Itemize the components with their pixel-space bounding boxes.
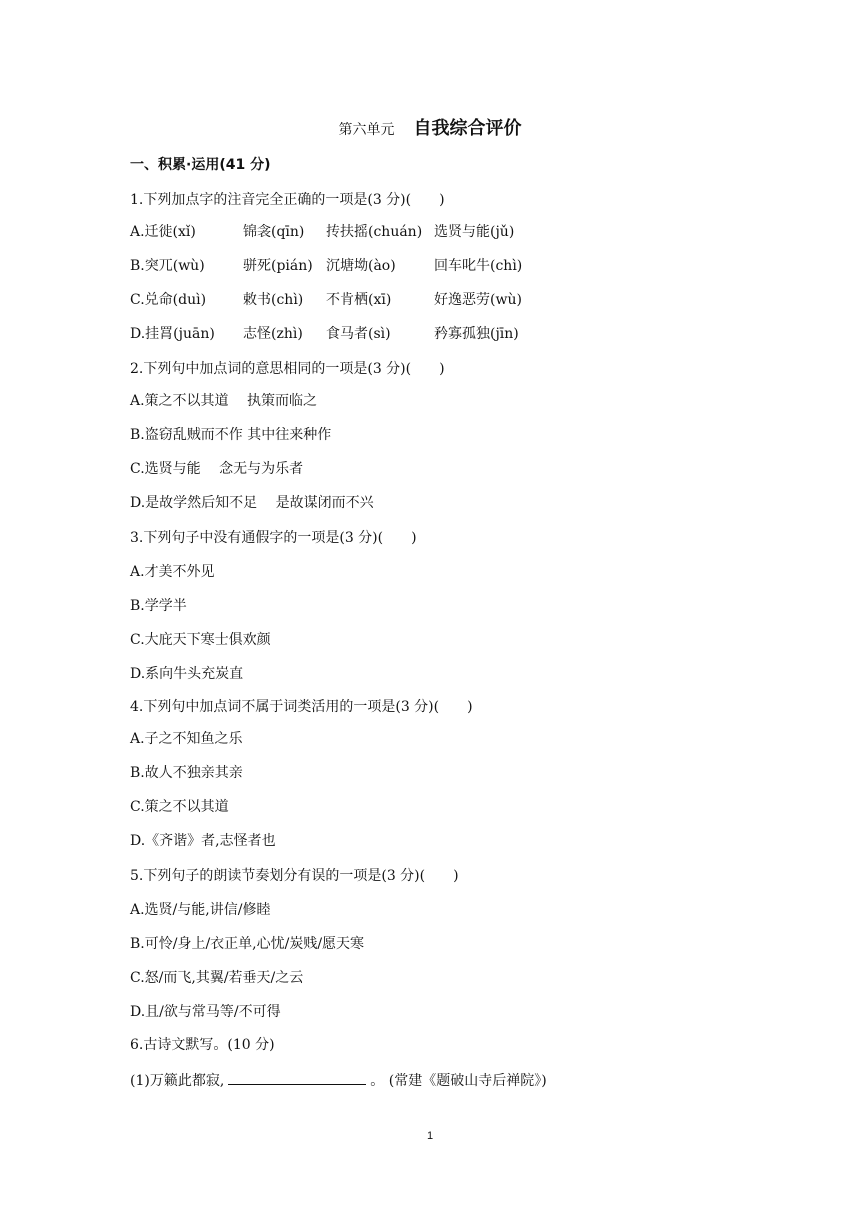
- q6-item-1: [130, 1070, 547, 1091]
- q1-b-3: 沉塘坳(ào): [326, 258, 396, 274]
- q5-option-d: D.且/欲与常马等/不可得: [130, 1004, 281, 1020]
- q1-b-4: 回车叱牛(chì): [434, 258, 523, 274]
- q5-option-c: C.怒/而飞,其翼/若垂天/之云: [130, 970, 304, 986]
- q2-stem: 2.下列句中加点词的意思相同的一项是(3 分)( ): [130, 361, 445, 377]
- q1-b-2: 骈死(pián): [243, 258, 313, 274]
- q6-item1-prefix: (1)万籁此都寂,: [130, 1073, 225, 1089]
- q3-option-a: A.才美不外见: [130, 564, 215, 580]
- q1-a-4: 选贤与能(jǔ): [434, 224, 515, 240]
- q3-stem: 3.下列句子中没有通假字的一项是(3 分)( ): [130, 530, 417, 546]
- q6-item1-suffix: 。 (常建《题破山寺后禅院》): [370, 1073, 547, 1089]
- q4-option-c: C.策之不以其道: [130, 799, 229, 815]
- q1-a-2: 锦衾(qīn): [243, 224, 305, 240]
- unit-label: 第六单元: [338, 122, 395, 138]
- q4-option-a: A.子之不知鱼之乐: [130, 731, 243, 747]
- q1-d-1: D.挂罥(juān): [130, 326, 215, 342]
- q2-option-c: C.选贤与能 念无与为乐者: [130, 461, 304, 477]
- q1-c-2: 敕书(chì): [243, 292, 304, 308]
- q1-stem: 1.下列加点字的注音完全正确的一项是(3 分)( ): [130, 192, 445, 208]
- q1-a-3: 抟扶摇(chuán): [326, 224, 423, 240]
- q5-stem: 5.下列句子的朗读节奏划分有误的一项是(3 分)( ): [130, 868, 459, 884]
- q1-d-3: 食马者(sì): [326, 326, 391, 342]
- q4-option-d: D.《齐谐》者,志怪者也: [130, 833, 276, 849]
- q1-c-3: 不肯栖(xī): [326, 292, 392, 308]
- q2-option-b: B.盗窃乱贼而不作 其中往来种作: [130, 427, 332, 443]
- q1-d-2: 志怪(zhì): [243, 326, 303, 342]
- q2-option-d: D.是故学然后知不足 是故谋闭而不兴: [130, 495, 374, 511]
- q3-option-c: C.大庇天下寒士俱欢颜: [130, 632, 271, 648]
- q1-a-1: A.迁徙(xǐ): [130, 224, 196, 240]
- page-title: [0, 114, 860, 140]
- q3-option-d: D.系向牛头充炭直: [130, 666, 244, 682]
- section-heading: 一、积累·运用(41 分): [130, 157, 271, 173]
- q1-c-1: C.兑命(duì): [130, 292, 207, 308]
- title-main: 自我综合评价: [413, 118, 522, 139]
- q1-b-1: B.突兀(wù): [130, 258, 205, 274]
- q4-option-b: B.故人不独亲其亲: [130, 765, 243, 781]
- q5-option-a: A.选贤/与能,讲信/修睦: [130, 902, 271, 918]
- q6-stem: 6.古诗文默写。(10 分): [130, 1037, 275, 1053]
- q2-option-a: A.策之不以其道 执策而临之: [130, 393, 318, 409]
- q1-d-4: 矜寡孤独(jīn): [434, 326, 519, 342]
- q5-option-b: B.可怜/身上/衣正单,心忧/炭贱/愿天寒: [130, 936, 365, 952]
- q4-stem: 4.下列句中加点词不属于词类活用的一项是(3 分)( ): [130, 699, 473, 715]
- q3-option-b: B.学学半: [130, 598, 187, 614]
- page-number: 1: [426, 1130, 434, 1142]
- answer-blank[interactable]: [228, 1070, 366, 1085]
- q1-c-4: 好逸恶劳(wù): [434, 292, 522, 308]
